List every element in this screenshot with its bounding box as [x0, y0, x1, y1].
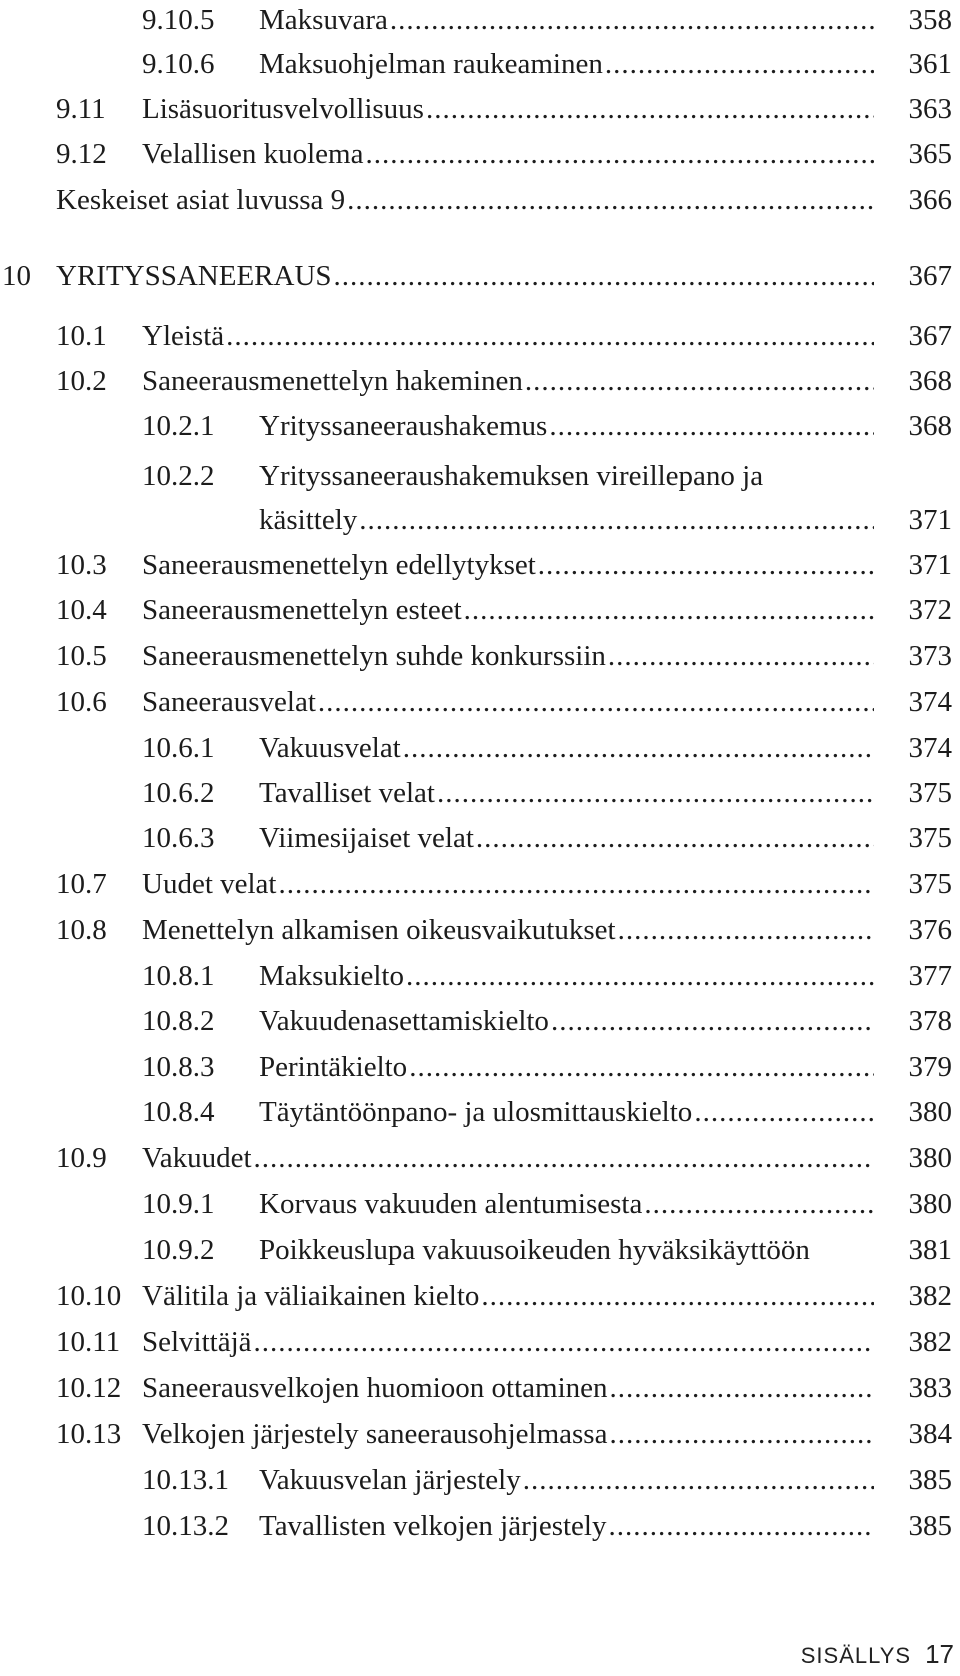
entry-title: Täytäntöönpano- ja ulosmittauskielto	[259, 1092, 694, 1132]
leader-dots	[644, 1184, 874, 1224]
toc-entry	[56, 316, 952, 356]
leader-dots	[426, 89, 874, 129]
entry-number: 9.11	[56, 93, 106, 125]
leader-dots	[549, 406, 874, 446]
entry-title: Yrityssaneeraushakemuksen vireillepano ja	[259, 460, 764, 492]
toc-entry	[142, 0, 952, 40]
leader-dots	[437, 773, 874, 813]
leader-dots	[525, 361, 874, 401]
page-number: 17	[925, 1639, 954, 1669]
toc-entry	[142, 1460, 952, 1500]
entry-number: 10.11	[56, 1326, 121, 1358]
entry-title-continuation: käsittely	[259, 500, 359, 540]
toc-entry	[142, 773, 952, 813]
toc-entry	[142, 1506, 952, 1546]
entry-number: 10.10	[56, 1280, 122, 1312]
leader-dots	[608, 1506, 874, 1546]
entry-title: Yleistä	[142, 316, 226, 356]
entry-page: 367	[908, 260, 952, 292]
entry-number: 10.8.1	[142, 960, 215, 992]
entry-page: 380	[908, 1096, 952, 1128]
entry-number: 9.12	[56, 138, 107, 170]
entry-title: Saneerausvelkojen huomioon ottaminen	[142, 1368, 610, 1408]
toc-entry	[56, 134, 952, 174]
leader-dots	[334, 256, 874, 296]
entry-title: Vakuusvelat	[259, 728, 403, 768]
entry-page: 378	[908, 1005, 952, 1037]
leader-dots	[409, 1047, 874, 1087]
toc-entry	[56, 1414, 952, 1454]
entry-page: 375	[908, 868, 952, 900]
leader-dots	[605, 44, 874, 84]
toc-entry	[142, 728, 952, 768]
page-footer	[801, 1639, 954, 1670]
leader-dots	[608, 636, 874, 676]
toc-entry-continuation	[142, 500, 952, 540]
entry-number: 10.6	[56, 686, 107, 718]
leader-dots	[390, 0, 874, 40]
toc-entry	[56, 910, 952, 950]
leader-dots	[347, 180, 874, 220]
entry-title: Saneerausmenettelyn hakeminen	[142, 361, 525, 401]
toc-entry	[142, 1001, 952, 1041]
chapter-number: 10	[2, 260, 31, 292]
entry-page: 385	[908, 1510, 952, 1542]
entry-number: 10.8.3	[142, 1051, 215, 1083]
entry-page: 375	[908, 822, 952, 854]
entry-number: 9.10.6	[142, 48, 215, 80]
toc-entry	[56, 545, 952, 585]
leader-dots	[481, 1276, 874, 1316]
entry-title: Maksukielto	[259, 956, 406, 996]
leader-dots	[476, 818, 874, 858]
entry-page: 358	[908, 4, 952, 36]
toc-chapter-entry	[2, 256, 952, 296]
entry-title: Keskeiset asiat luvussa 9	[56, 180, 347, 220]
entry-number: 10.1	[56, 320, 107, 352]
entry-page: 371	[908, 549, 952, 581]
entry-number: 10.3	[56, 549, 107, 581]
entry-title: Yrityssaneeraushakemus	[259, 406, 549, 446]
leader-dots	[254, 1322, 874, 1362]
entry-title: Uudet velat	[142, 864, 278, 904]
leader-dots	[403, 728, 874, 768]
leader-dots	[318, 682, 874, 722]
leader-dots	[464, 590, 874, 630]
entry-title: Saneerausmenettelyn suhde konkurssiin	[142, 636, 608, 676]
entry-page: 384	[908, 1418, 952, 1450]
toc-entry	[56, 636, 952, 676]
leader-dots	[538, 545, 874, 585]
entry-page: 376	[908, 914, 952, 946]
toc-entry	[56, 682, 952, 722]
entry-number: 10.9	[56, 1142, 107, 1174]
entry-page: 363	[908, 93, 952, 125]
entry-page: 373	[908, 640, 952, 672]
toc-entry	[56, 590, 952, 630]
entry-number: 10.7	[56, 868, 107, 900]
entry-title: Välitila ja väliaikainen kielto	[142, 1276, 481, 1316]
entry-number: 9.10.5	[142, 4, 215, 36]
leader-dots	[551, 1001, 874, 1041]
entry-number: 10.8.2	[142, 1005, 215, 1037]
toc-entry	[142, 44, 952, 84]
entry-page: 385	[908, 1464, 952, 1496]
entry-title: Viimesijaiset velat	[259, 818, 476, 858]
toc-entry	[142, 1230, 952, 1270]
entry-number: 10.6.2	[142, 777, 215, 809]
toc-entry	[142, 1184, 952, 1224]
toc-entry	[56, 361, 952, 401]
leader-dots	[610, 1368, 874, 1408]
entry-number: 10.13.1	[142, 1464, 229, 1496]
entry-number: 10.9.2	[142, 1234, 215, 1266]
toc-entry	[142, 818, 952, 858]
entry-number: 10.12	[56, 1372, 122, 1404]
entry-title: Saneerausvelat	[142, 682, 318, 722]
entry-title: Maksuvara	[259, 0, 390, 40]
entry-title: Vakuudenasettamiskielto	[259, 1001, 551, 1041]
entry-title: Perintäkielto	[259, 1047, 409, 1087]
entry-page: 382	[908, 1326, 952, 1358]
toc-entry	[142, 406, 952, 446]
entry-number: 10.13	[56, 1418, 122, 1450]
entry-title: Saneerausmenettelyn edellytykset	[142, 545, 538, 585]
entry-number: 10.2	[56, 365, 107, 397]
leader-dots	[406, 956, 874, 996]
toc-entry	[56, 1276, 952, 1316]
entry-page: 365	[908, 138, 952, 170]
entry-page: 381	[908, 1234, 952, 1266]
entry-page: 372	[908, 594, 952, 626]
entry-number: 10.2.2	[142, 460, 215, 492]
entry-number: 10.9.1	[142, 1188, 215, 1220]
entry-title: Vakuudet	[142, 1138, 254, 1178]
entry-page: 375	[908, 777, 952, 809]
entry-title: Tavalliset velat	[259, 773, 437, 813]
leader-dots	[254, 1138, 874, 1178]
leader-dots	[609, 1414, 874, 1454]
entry-number: 10.4	[56, 594, 107, 626]
toc-entry	[142, 456, 952, 496]
entry-page: 368	[908, 365, 952, 397]
entry-number: 10.5	[56, 640, 107, 672]
entry-title: Selvittäjä	[142, 1322, 254, 1362]
entry-number: 10.6.1	[142, 732, 215, 764]
entry-number: 10.6.3	[142, 822, 215, 854]
toc-entry	[142, 1092, 952, 1132]
entry-number: 10.2.1	[142, 410, 215, 442]
entry-page: 371	[908, 504, 952, 536]
entry-page: 361	[908, 48, 952, 80]
toc-entry	[56, 1368, 952, 1408]
entry-title: Menettelyn alkamisen oikeusvaikutukset	[142, 910, 618, 950]
entry-number: 10.8.4	[142, 1096, 215, 1128]
entry-page: 366	[908, 184, 952, 216]
entry-title: Saneerausmenettelyn esteet	[142, 590, 464, 630]
entry-page: 374	[908, 686, 952, 718]
entry-title: Lisäsuoritusvelvollisuus	[142, 89, 426, 129]
entry-title: Velallisen kuolema	[142, 134, 365, 174]
leader-dots	[694, 1092, 874, 1132]
toc-entry	[142, 956, 952, 996]
leader-dots	[365, 134, 874, 174]
entry-page: 382	[908, 1280, 952, 1312]
entry-page: 367	[908, 320, 952, 352]
entry-title: Tavallisten velkojen järjestely	[259, 1506, 608, 1546]
leader-dots	[523, 1460, 874, 1500]
toc-entry	[56, 180, 952, 220]
entry-page: 380	[908, 1142, 952, 1174]
entry-title: Poikkeuslupa vakuusoikeuden hyväksikäyttöön	[259, 1230, 812, 1270]
toc-entry	[56, 1138, 952, 1178]
leader-dots	[618, 910, 874, 950]
leader-dots	[359, 500, 874, 540]
entry-page: 379	[908, 1051, 952, 1083]
running-section-title: SISÄLLYS	[800, 1643, 912, 1668]
entry-page: 380	[908, 1188, 952, 1220]
entry-page: 374	[908, 732, 952, 764]
toc-entry	[56, 864, 952, 904]
entry-title: Vakuusvelan järjestely	[259, 1460, 523, 1500]
toc-entry	[142, 1047, 952, 1087]
entry-number: 10.13.2	[142, 1510, 229, 1542]
chapter-title: YRITYSSANEERAUS	[56, 256, 334, 296]
entry-title: Maksuohjelman raukeaminen	[259, 44, 605, 84]
entry-title: Korvaus vakuuden alentumisesta	[259, 1184, 644, 1224]
leader-dots	[226, 316, 874, 356]
entry-page: 383	[908, 1372, 952, 1404]
toc-entry	[56, 1322, 952, 1362]
leader-dots	[278, 864, 874, 904]
entry-page: 377	[908, 960, 952, 992]
entry-title: Velkojen järjestely saneerausohjelmassa	[142, 1414, 609, 1454]
entry-number: 10.8	[56, 914, 107, 946]
entry-page: 368	[908, 410, 952, 442]
toc-entry	[56, 89, 952, 129]
